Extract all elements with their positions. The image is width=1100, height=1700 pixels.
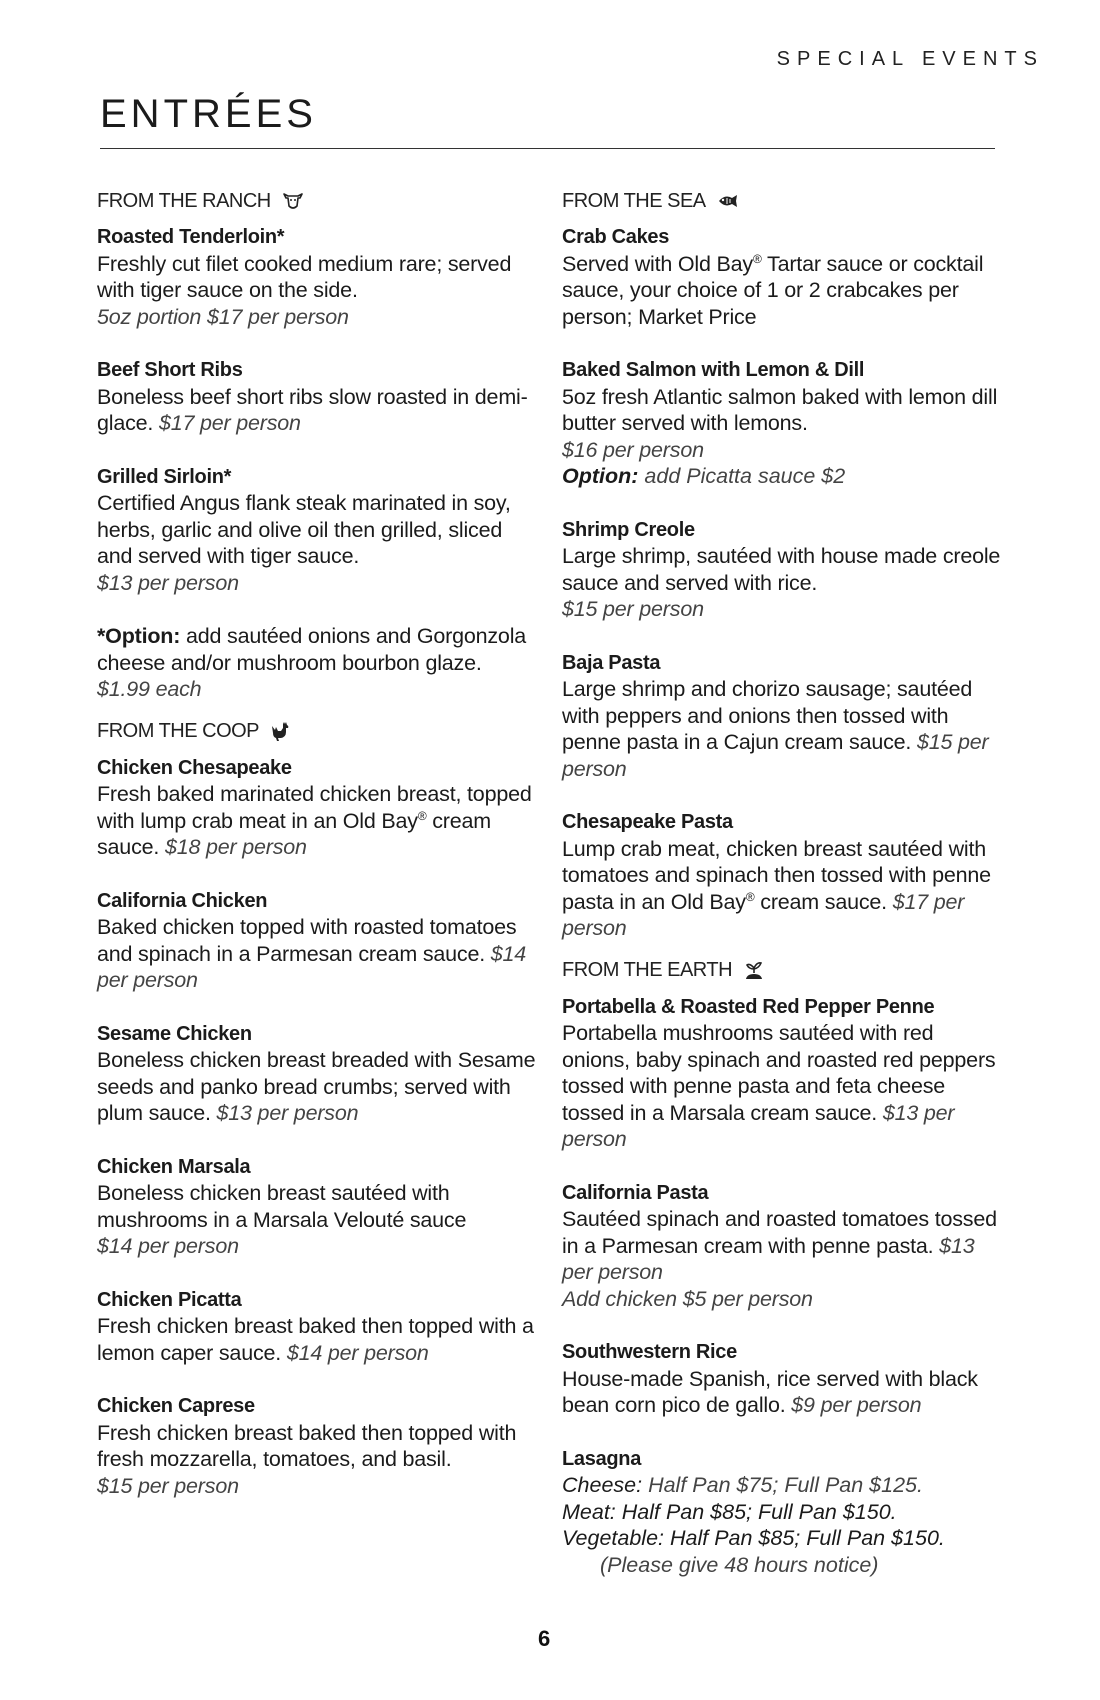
item-price: $14 per person xyxy=(286,1340,429,1365)
item-price: $17 per person xyxy=(158,411,301,435)
menu-item-chicken-marsala xyxy=(97,1154,537,1260)
item-name: Chesapeake Pasta xyxy=(562,811,733,833)
menu-item-portabella-penne xyxy=(562,994,1002,1153)
item-price: $13 per person xyxy=(97,570,239,595)
item-name: Chicken Chesapeake xyxy=(97,756,292,779)
item-price: $13 per person xyxy=(562,1233,975,1284)
item-name: Crab Cakes xyxy=(562,226,670,248)
item-option: Option: add Picatta sauce $2 xyxy=(562,464,846,488)
item-description: Boneless chicken breast sautéed with mushrooms in a Marsala Velouté sauce xyxy=(97,1181,467,1232)
item-price: $15 per person xyxy=(97,1473,239,1498)
title-divider xyxy=(100,148,995,149)
item-description: Fresh chicken breast baked then topped with a lemon caper sauce. $14 per person xyxy=(97,1314,534,1365)
item-price: $16 per person xyxy=(562,437,704,462)
option-label: *Option: xyxy=(97,624,181,648)
section-sea-heading xyxy=(562,186,1002,216)
item-description: Boneless chicken breast breaded with Sesame seeds and panko bread crumbs; served with plum sauce. $13 per person xyxy=(97,1048,536,1125)
menu-item-southwestern-rice xyxy=(562,1339,1002,1419)
left-column xyxy=(97,186,537,1526)
item-price: $17 per person xyxy=(562,889,965,940)
special-events-header: SPECIAL EVENTS xyxy=(776,48,1044,70)
item-description: House-made Spanish, rice served with black bean corn pico de gallo. $9 per person xyxy=(562,1366,978,1417)
menu-item-chesapeake-pasta xyxy=(562,809,1002,942)
menu-item-chicken-chesapeake xyxy=(97,755,537,861)
page-title: ENTRÉES xyxy=(100,92,317,136)
item-name: Portabella & Roasted Red Pepper Penne xyxy=(562,995,935,1018)
seedling-icon xyxy=(742,959,766,983)
item-description: Boneless beef short ribs slow roasted in demi-glace. $17 per person xyxy=(97,384,528,435)
item-name: Chicken Marsala xyxy=(97,1155,251,1178)
item-name: Roasted Tenderloin* xyxy=(97,226,285,248)
fish-icon xyxy=(716,189,740,213)
item-name: Lasagna xyxy=(562,1447,642,1470)
item-description: Freshly cut filet cooked medium rare; served with tiger sauce on the side. xyxy=(97,251,512,302)
item-name: Shrimp Creole xyxy=(562,518,695,541)
menu-item-chicken-caprese xyxy=(97,1393,537,1499)
menu-item-grilled-sirloin xyxy=(97,464,537,597)
ranch-option-note xyxy=(97,623,537,703)
item-price: $13 per person xyxy=(562,1100,955,1151)
item-name: Southwestern Rice xyxy=(562,1341,737,1363)
item-name: Baked Salmon with Lemon & Dill xyxy=(562,359,865,381)
item-description: Lump crab meat, chicken breast sautéed with tomatoes and spinach then tossed with penne pasta in an Old Bay® cream sauce. $17 per person xyxy=(562,836,991,940)
item-price: $9 per person xyxy=(791,1393,922,1417)
lasagna-notice: (Please give 48 hours notice) xyxy=(600,1552,879,1577)
lasagna-cheese-price: Cheese: Half Pan $75; Full Pan $125. xyxy=(562,1473,923,1497)
item-addon: Add chicken $5 per person xyxy=(562,1286,813,1311)
item-description: Served with Old Bay® Tartar sauce or cocktail sauce, your choice of 1 or 2 crabcakes per person; Market Price xyxy=(562,251,984,329)
section-sea-title: FROM THE SEA xyxy=(562,189,706,212)
menu-item-chicken-picatta xyxy=(97,1287,537,1367)
item-price: $14 per person xyxy=(97,941,527,992)
item-description: Baked chicken topped with roasted tomatoes and spinach in a Parmesan cream sauce. $14 per person xyxy=(97,915,527,992)
menu-item-baja-pasta xyxy=(562,650,1002,783)
item-description: 5oz fresh Atlantic salmon baked with lemon dill butter served with lemons. xyxy=(562,384,998,435)
lasagna-meat-price: Meat: Half Pan $85; Full Pan $150. xyxy=(562,1499,897,1524)
item-description: Sautéed spinach and roasted tomatoes tossed in a Parmesan cream with penne pasta. $13 per person xyxy=(562,1207,997,1284)
item-description: Portabella mushrooms sautéed with red onions, baby spinach and roasted red peppers tossed with penne pasta and feta cheese tossed in a Marsala cream sauce. $13 per person xyxy=(562,1021,996,1151)
lasagna-vegetable-price: Vegetable: Half Pan $85; Full Pan $150. xyxy=(562,1526,945,1550)
item-name: Chicken Picatta xyxy=(97,1288,242,1311)
menu-item-shrimp-creole xyxy=(562,517,1002,623)
item-name: Chicken Caprese xyxy=(97,1395,255,1417)
cow-head-icon xyxy=(281,189,305,213)
section-coop-heading xyxy=(97,717,537,747)
item-name: Grilled Sirloin* xyxy=(97,465,232,488)
menu-item-lasagna xyxy=(562,1446,1002,1579)
item-name: Beef Short Ribs xyxy=(97,359,243,381)
item-price: $18 per person xyxy=(164,835,307,859)
section-coop-title: FROM THE COOP xyxy=(97,720,260,742)
menu-item-baked-salmon xyxy=(562,357,1002,490)
item-description: Certified Angus flank steak marinated in soy, herbs, garlic and olive oil then grilled, sliced and served with tiger sauce. xyxy=(97,491,511,568)
option-description: *Option: add sautéed onions and Gorgonzola cheese and/or mushroom bourbon glaze. $1.99 each xyxy=(97,624,527,701)
item-name: California Chicken xyxy=(97,889,268,912)
item-name: California Pasta xyxy=(562,1181,709,1204)
item-description: Fresh chicken breast baked then topped with fresh mozzarella, tomatoes, and basil. xyxy=(97,1420,517,1471)
menu-item-beef-short-ribs xyxy=(97,357,537,437)
right-column xyxy=(562,186,1002,1605)
item-price: $13 per person xyxy=(216,1101,359,1125)
menu-item-crab-cakes xyxy=(562,224,1002,330)
item-price: $14 per person xyxy=(97,1234,239,1258)
menu-item-sesame-chicken xyxy=(97,1021,537,1127)
section-earth-title: FROM THE EARTH xyxy=(562,959,733,981)
item-price: $15 per person xyxy=(562,730,989,781)
menu-item-roasted-tenderloin xyxy=(97,224,537,330)
item-name: Baja Pasta xyxy=(562,651,661,674)
section-earth-heading xyxy=(562,956,1002,986)
option-price: $1.99 each xyxy=(97,677,202,701)
item-price: 5oz portion $17 per person xyxy=(97,304,349,329)
item-description: Large shrimp, sautéed with house made creole sauce and served with rice. xyxy=(562,544,1001,595)
menu-item-california-pasta xyxy=(562,1180,1002,1313)
item-price: $15 per person xyxy=(562,597,704,621)
menu-item-california-chicken xyxy=(97,888,537,994)
item-description: Fresh baked marinated chicken breast, topped with lump crab meat in an Old Bay® cream sauce. $18 per person xyxy=(97,782,532,859)
section-ranch-heading xyxy=(97,186,537,216)
option-label: Option: xyxy=(562,464,639,488)
item-description: Large shrimp and chorizo sausage; sautéed with peppers and onions then tossed with penne pasta in a Cajun cream sauce. $15 per person xyxy=(562,677,989,781)
item-name: Sesame Chicken xyxy=(97,1022,252,1045)
section-ranch-title: FROM THE RANCH xyxy=(97,189,271,212)
page-number: 6 xyxy=(538,1626,551,1651)
rooster-icon xyxy=(269,720,293,744)
